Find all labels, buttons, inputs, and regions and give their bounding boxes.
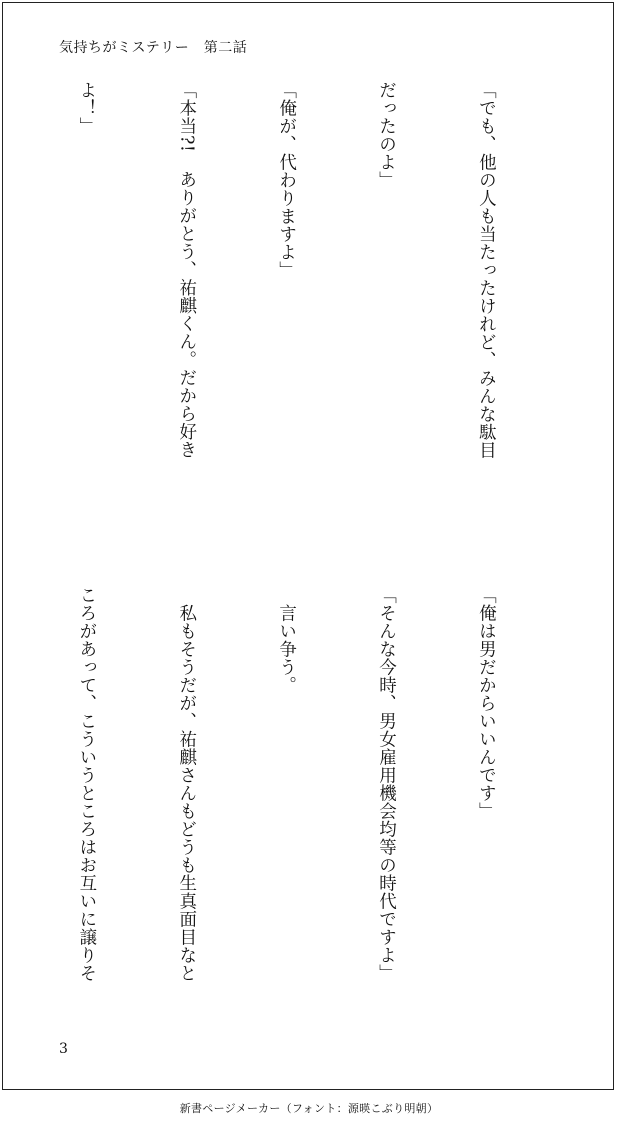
book-page (2, 2, 614, 1090)
text-line (0, 81, 3, 521)
text-line: 「本当?! ありがとう、祐麒くん。だから好き (176, 81, 197, 459)
text-line: 言い争う。 (276, 586, 297, 694)
text-block-top (0, 81, 569, 521)
text-line (0, 586, 3, 1026)
page-number: 3 (59, 1041, 68, 1057)
page-header-title: 気持ちがミステリー 第二話 (59, 40, 248, 56)
text-line: 「俺が、代わりますよ」 (276, 81, 297, 279)
text-line: よ！」 (76, 81, 97, 135)
text-line: 私もそうだが、祐麒さんもどうも生真面目なと (176, 586, 197, 982)
text-line: 「俺は男だからいいんです」 (476, 586, 497, 820)
text-line: だったのよ」 (376, 81, 397, 189)
text-block-bottom (0, 586, 569, 1026)
footer-credit: 新書ページメーカー（フォント：源暎こぶり明朝） (179, 1102, 439, 1115)
text-line: ころがあって、こういうところはお互いに譲りそ (76, 586, 97, 982)
text-line: 「でも、他の人も当たったけれど、みんな駄目 (476, 81, 497, 459)
text-line: 「そんな今時、男女雇用機会均等の時代ですよ」 (376, 586, 397, 982)
